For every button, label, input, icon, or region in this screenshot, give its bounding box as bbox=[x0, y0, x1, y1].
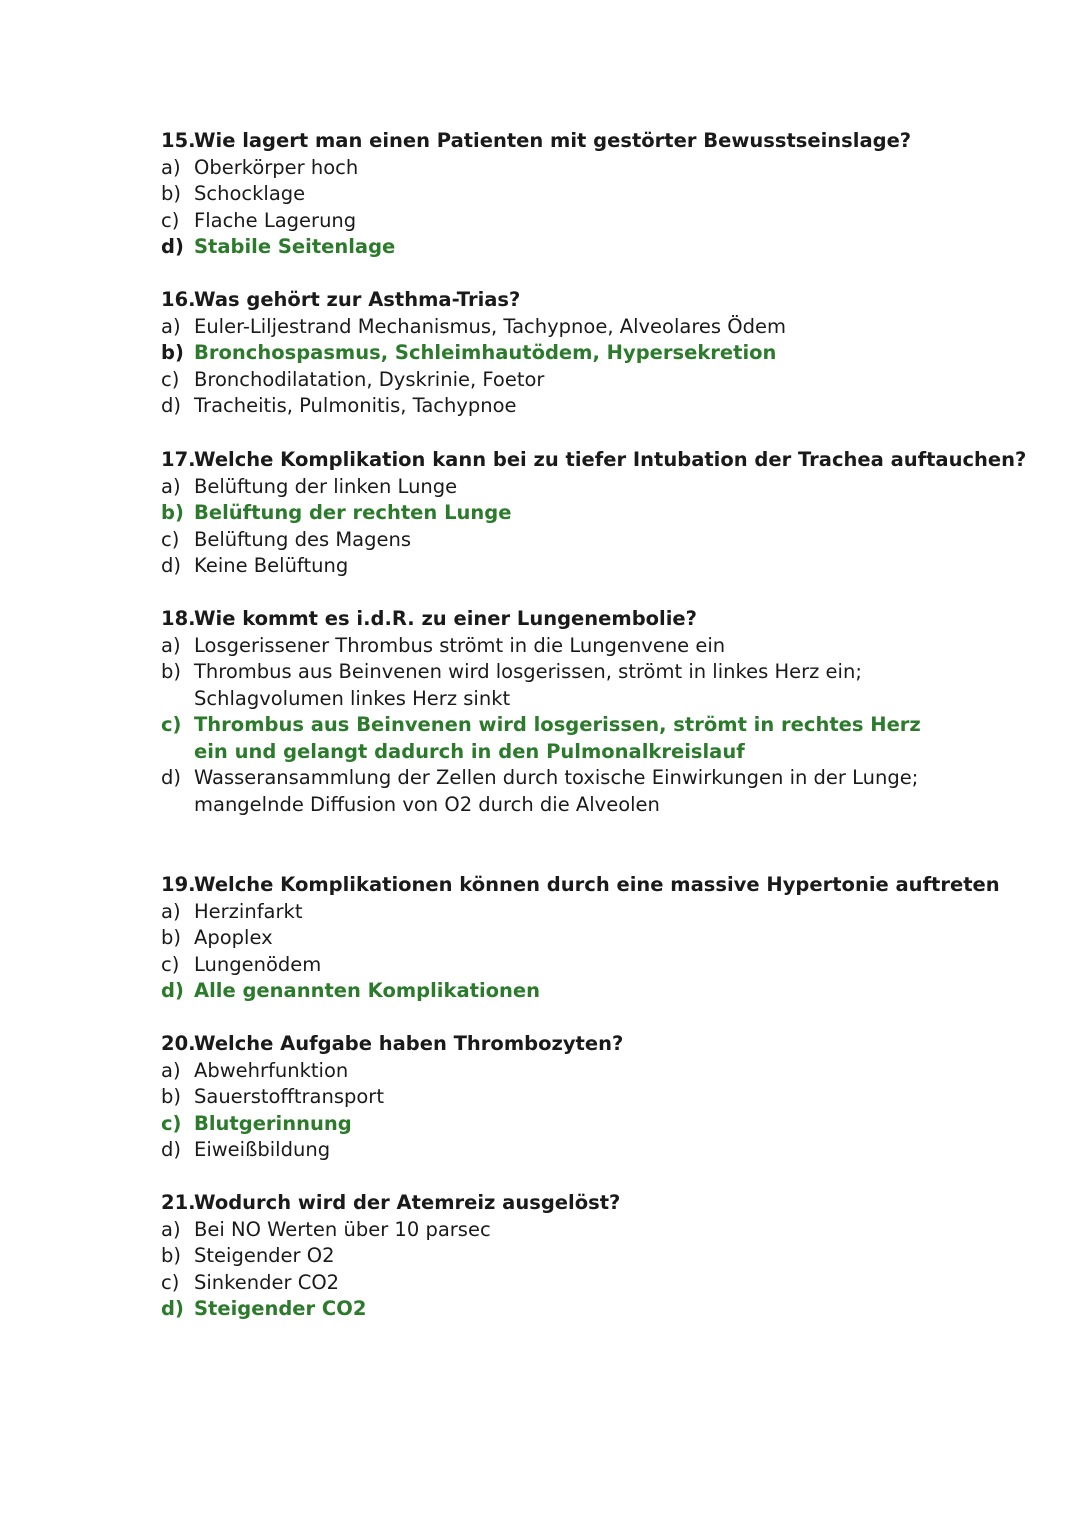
question-19 bbox=[161, 872, 1000, 1005]
option-text: Losgerissener Thrombus strömt in die Lungenvene ein bbox=[194, 633, 726, 657]
option-text: Steigender O2 bbox=[194, 1244, 335, 1267]
option-letter: a) bbox=[161, 1058, 181, 1082]
question-18 bbox=[161, 606, 951, 818]
question-number: 20. bbox=[161, 1032, 196, 1055]
option-text: Bronchospasmus, Schleimhautödem, Hypersekretion bbox=[194, 341, 777, 364]
question-text: Wie kommt es i.d.R. zu einer Lungenembolie? bbox=[194, 607, 697, 630]
answer-option bbox=[161, 155, 951, 182]
option-letter: a) bbox=[161, 899, 181, 923]
correct-answer-option bbox=[161, 1296, 951, 1323]
option-letter: b) bbox=[161, 1085, 181, 1108]
correct-answer-option bbox=[161, 340, 951, 367]
option-letter: d) bbox=[161, 1138, 181, 1161]
question-title bbox=[161, 447, 1027, 474]
option-text: Blutgerinnung bbox=[194, 1111, 352, 1135]
option-letter: a) bbox=[161, 1217, 181, 1241]
option-letter: d) bbox=[161, 235, 184, 258]
option-text: Lungenödem bbox=[194, 952, 322, 976]
question-16 bbox=[161, 287, 951, 420]
answer-option bbox=[161, 553, 951, 580]
answer-option bbox=[161, 474, 951, 501]
option-text: Eiweißbildung bbox=[194, 1138, 331, 1161]
question-number: 17. bbox=[161, 448, 196, 471]
option-text: Euler-Liljestrand Mechanismus, Tachypnoe, Alveolares Ödem bbox=[194, 314, 786, 338]
option-letter: c) bbox=[161, 208, 180, 232]
option-letter: c) bbox=[161, 527, 180, 551]
answer-option bbox=[161, 952, 951, 979]
question-number: 16. bbox=[161, 288, 196, 311]
question-title bbox=[161, 1190, 951, 1217]
option-text: Herzinfarkt bbox=[194, 899, 303, 923]
question-17 bbox=[161, 447, 1027, 580]
option-letter: b) bbox=[161, 501, 184, 524]
option-text: Stabile Seitenlage bbox=[194, 235, 396, 258]
answer-option bbox=[161, 393, 951, 420]
question-20 bbox=[161, 1031, 951, 1164]
option-letter: d) bbox=[161, 979, 184, 1002]
option-text: Flache Lagerung bbox=[194, 208, 357, 232]
option-letter: c) bbox=[161, 1111, 182, 1135]
question-title bbox=[161, 1031, 951, 1058]
answer-option bbox=[161, 1084, 951, 1111]
option-text: Belüftung der linken Lunge bbox=[194, 474, 458, 498]
option-text: Bronchodilatation, Dyskrinie, Foetor bbox=[194, 367, 545, 391]
question-number: 21. bbox=[161, 1191, 196, 1214]
option-text: Bei NO Werten über 10 parsec bbox=[194, 1217, 491, 1241]
answer-option bbox=[161, 1243, 951, 1270]
option-text: Alle genannten Komplikationen bbox=[194, 979, 541, 1002]
option-text: Sinkender CO2 bbox=[194, 1270, 340, 1294]
question-text: Welche Komplikation kann bei zu tiefer Intubation der Trachea auftauchen? bbox=[194, 448, 1027, 471]
option-letter: b) bbox=[161, 182, 181, 205]
answer-option bbox=[161, 1217, 951, 1244]
option-letter: d) bbox=[161, 766, 181, 789]
option-letter: c) bbox=[161, 713, 182, 736]
question-title bbox=[161, 287, 951, 314]
option-letter: a) bbox=[161, 633, 181, 657]
correct-answer-option bbox=[161, 1111, 951, 1138]
option-letter: c) bbox=[161, 952, 180, 976]
question-text: Welche Komplikationen können durch eine massive Hypertonie auftreten bbox=[194, 873, 1000, 896]
option-text: Steigender CO2 bbox=[194, 1297, 367, 1320]
answer-option bbox=[161, 367, 951, 394]
answer-option bbox=[161, 314, 951, 341]
option-text: Abwehrfunktion bbox=[194, 1058, 349, 1082]
correct-answer-option bbox=[161, 978, 951, 1005]
option-letter: c) bbox=[161, 367, 180, 391]
answer-option bbox=[161, 527, 951, 554]
option-text: Apoplex bbox=[194, 926, 273, 949]
question-number: 19. bbox=[161, 873, 196, 896]
option-letter: b) bbox=[161, 1244, 181, 1267]
answer-option bbox=[161, 208, 951, 235]
question-text: Was gehört zur Asthma-Trias? bbox=[194, 288, 521, 311]
question-text: Welche Aufgabe haben Thrombozyten? bbox=[194, 1032, 624, 1055]
answer-option bbox=[161, 181, 951, 208]
option-text: Thrombus aus Beinvenen wird losgerissen, strömt in rechtes Herz ein und gelangt dadurch in den Pulmonalkreislauf bbox=[194, 713, 921, 763]
question-title bbox=[161, 872, 1000, 899]
option-text: Tracheitis, Pulmonitis, Tachypnoe bbox=[194, 394, 517, 417]
option-text: Keine Belüftung bbox=[194, 554, 349, 577]
option-letter: b) bbox=[161, 660, 181, 683]
option-letter: a) bbox=[161, 474, 181, 498]
answer-option bbox=[161, 925, 951, 952]
option-letter: b) bbox=[161, 341, 184, 364]
answer-option bbox=[161, 899, 951, 926]
answer-option bbox=[161, 1058, 951, 1085]
question-title bbox=[161, 606, 951, 633]
option-letter: d) bbox=[161, 1297, 184, 1320]
option-letter: c) bbox=[161, 1270, 180, 1294]
question-number: 15. bbox=[161, 129, 196, 152]
question-21 bbox=[161, 1190, 951, 1323]
correct-answer-option bbox=[161, 712, 951, 765]
option-text: Oberkörper hoch bbox=[194, 155, 359, 179]
question-number: 18. bbox=[161, 607, 196, 630]
option-letter: b) bbox=[161, 926, 181, 949]
option-letter: d) bbox=[161, 394, 181, 417]
correct-answer-option bbox=[161, 234, 951, 261]
option-letter: a) bbox=[161, 314, 181, 338]
answer-option bbox=[161, 659, 951, 712]
question-title bbox=[161, 128, 951, 155]
answer-option bbox=[161, 765, 951, 818]
option-text: Belüftung des Magens bbox=[194, 527, 412, 551]
option-letter: d) bbox=[161, 554, 181, 577]
option-text: Schocklage bbox=[194, 182, 306, 205]
answer-option bbox=[161, 1270, 951, 1297]
option-text: Thrombus aus Beinvenen wird losgerissen, strömt in linkes Herz ein; Schlagvolumen linkes Herz sinkt bbox=[194, 660, 862, 710]
option-text: Sauerstofftransport bbox=[194, 1085, 384, 1108]
correct-answer-option bbox=[161, 500, 951, 527]
option-letter: a) bbox=[161, 155, 181, 179]
question-15 bbox=[161, 128, 951, 261]
option-text: Belüftung der rechten Lunge bbox=[194, 501, 512, 524]
answer-option bbox=[161, 633, 951, 660]
question-text: Wie lagert man einen Patienten mit gestörter Bewusstseinslage? bbox=[194, 129, 912, 152]
answer-option bbox=[161, 1137, 951, 1164]
question-text: Wodurch wird der Atemreiz ausgelöst? bbox=[194, 1191, 621, 1214]
option-text: Wasseransammlung der Zellen durch toxische Einwirkungen in der Lunge; mangelnde Diffusion von O2 durch die Alveolen bbox=[194, 766, 919, 816]
